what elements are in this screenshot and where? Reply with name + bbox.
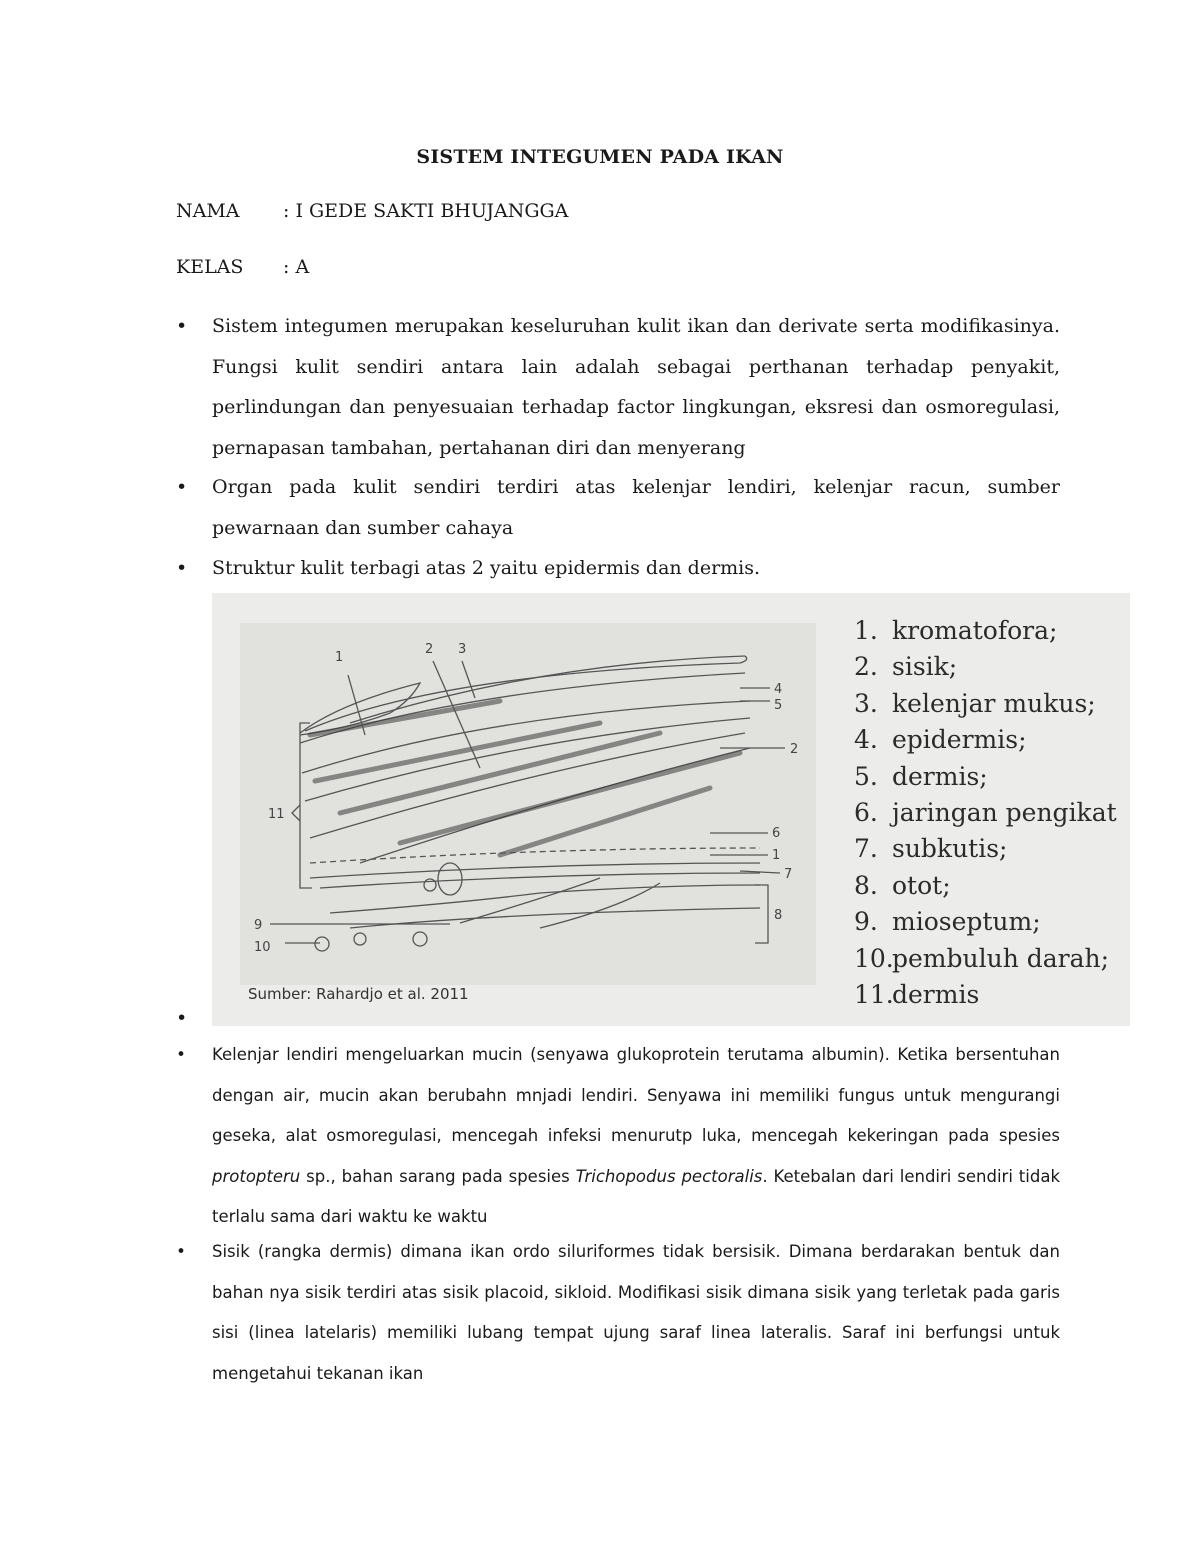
- sketch-label: 2: [790, 742, 799, 757]
- name-label: NAMA: [176, 200, 240, 222]
- sketch-label: 3: [458, 642, 467, 657]
- legend-item: 3. kelenjar mukus;: [854, 688, 1096, 718]
- class-row: [176, 256, 309, 278]
- fish-skin-sketch: [240, 623, 816, 985]
- skin-structure-figure: [212, 593, 1130, 1026]
- sketch-label: 9: [254, 918, 263, 933]
- sketch-label: 7: [784, 867, 793, 882]
- bullet-item-scales: [176, 1232, 1060, 1394]
- bullet-dot: •: [176, 1045, 186, 1064]
- name-value: : I GEDE SAKTI BHUJANGGA: [283, 200, 569, 222]
- bullet-dot: •: [176, 476, 188, 498]
- legend-item: 5. dermis;: [854, 761, 988, 791]
- sketch-label: 8: [774, 908, 783, 923]
- bullet-item: [176, 306, 1060, 468]
- legend-item: 7. subkutis;: [854, 834, 1008, 864]
- figure-legend: [854, 613, 1117, 1013]
- legend-item: 1. kromatofora;: [854, 616, 1058, 645]
- name-row: [176, 200, 568, 222]
- bullet-dot: •: [176, 557, 188, 579]
- bullet-item: [176, 467, 1060, 548]
- sketch-label: 1: [772, 848, 781, 863]
- bullet-item-mucus: [176, 1035, 1060, 1238]
- class-value: : A: [283, 256, 310, 278]
- class-label: KELAS: [176, 256, 244, 278]
- legend-item: 6. jaringan pengikat: [854, 797, 1117, 827]
- bullet-dot: •: [176, 1007, 188, 1029]
- figure-source: Sumber: Rahardjo et al. 2011: [248, 985, 469, 1003]
- bullet-text: Sistem integumen merupakan keseluruhan kulit ikan dan derivate serta modifikasinya. Fungsi kulit sendiri antara lain adalah sebagai perthanan terhadap penyakit, perlindungan dan penyesuaian terhadap factor lingkungan, eksresi dan osmoregulasi, pernapasan tambahan, pertahanan diri dan menyerang: [212, 315, 1060, 459]
- sketch-label: 5: [774, 698, 783, 713]
- sketch-label: 11: [268, 807, 285, 822]
- legend-item: 2. sisik;: [854, 652, 958, 682]
- legend-item: 8. otot;: [854, 870, 951, 900]
- document-title: SISTEM INTEGUMEN PADA IKAN: [416, 146, 784, 168]
- bullet-dot: •: [176, 1242, 186, 1261]
- sketch-label: 4: [774, 682, 783, 697]
- legend-item: 9. mioseptum;: [854, 907, 1041, 937]
- bullet-text: Sisik (rangka dermis) dimana ikan ordo siluriformes tidak bersisik. Dimana berdarakan bentuk dan bahan nya sisik terdiri atas sisik placoid, sikloid. Modifikasi sisik dimana sisik yang terletak pada garis sisi (linea latelaris) memiliki lubang tempat ujung saraf linea lateralis. Saraf ini berfungsi untuk mengetahui tekanan ikan: [212, 1242, 1060, 1383]
- legend-item: 11.dermis: [854, 979, 980, 1009]
- legend-item: 4. epidermis;: [854, 725, 1027, 755]
- bullet-text: Kelenjar lendiri mengeluarkan mucin (senyawa glukoprotein terutama albumin). Ketika bersentuhan dengan air, mucin akan berubahn mnjadi lendiri. Senyawa ini memiliki fungus untuk mengurangi geseka, alat osmoregulasi, mencegah infeksi menurutp luka, mencegah kekeringan pada spesies protopteru sp., bahan sarang pada spesies Trichopodus pectoralis. Ketebalan dari lendiri sendiri tidak terlalu sama dari waktu ke waktu: [212, 1045, 1060, 1226]
- bullet-dot: •: [176, 315, 188, 337]
- bullet-text: Struktur kulit terbagi atas 2 yaitu epidermis dan dermis.: [212, 557, 761, 579]
- bullet-item: [176, 548, 1060, 589]
- sketch-label: 10: [254, 940, 271, 955]
- fish-skin-drawing: [240, 623, 816, 985]
- legend-item: 10.pembuluh darah;: [854, 943, 1110, 973]
- sketch-label: 6: [772, 826, 781, 841]
- sketch-label: 1: [335, 650, 344, 665]
- bullet-text: Organ pada kulit sendiri terdiri atas kelenjar lendiri, kelenjar racun, sumber pewarnaan dan sumber cahaya: [212, 476, 1060, 539]
- sketch-label: 2: [425, 642, 434, 657]
